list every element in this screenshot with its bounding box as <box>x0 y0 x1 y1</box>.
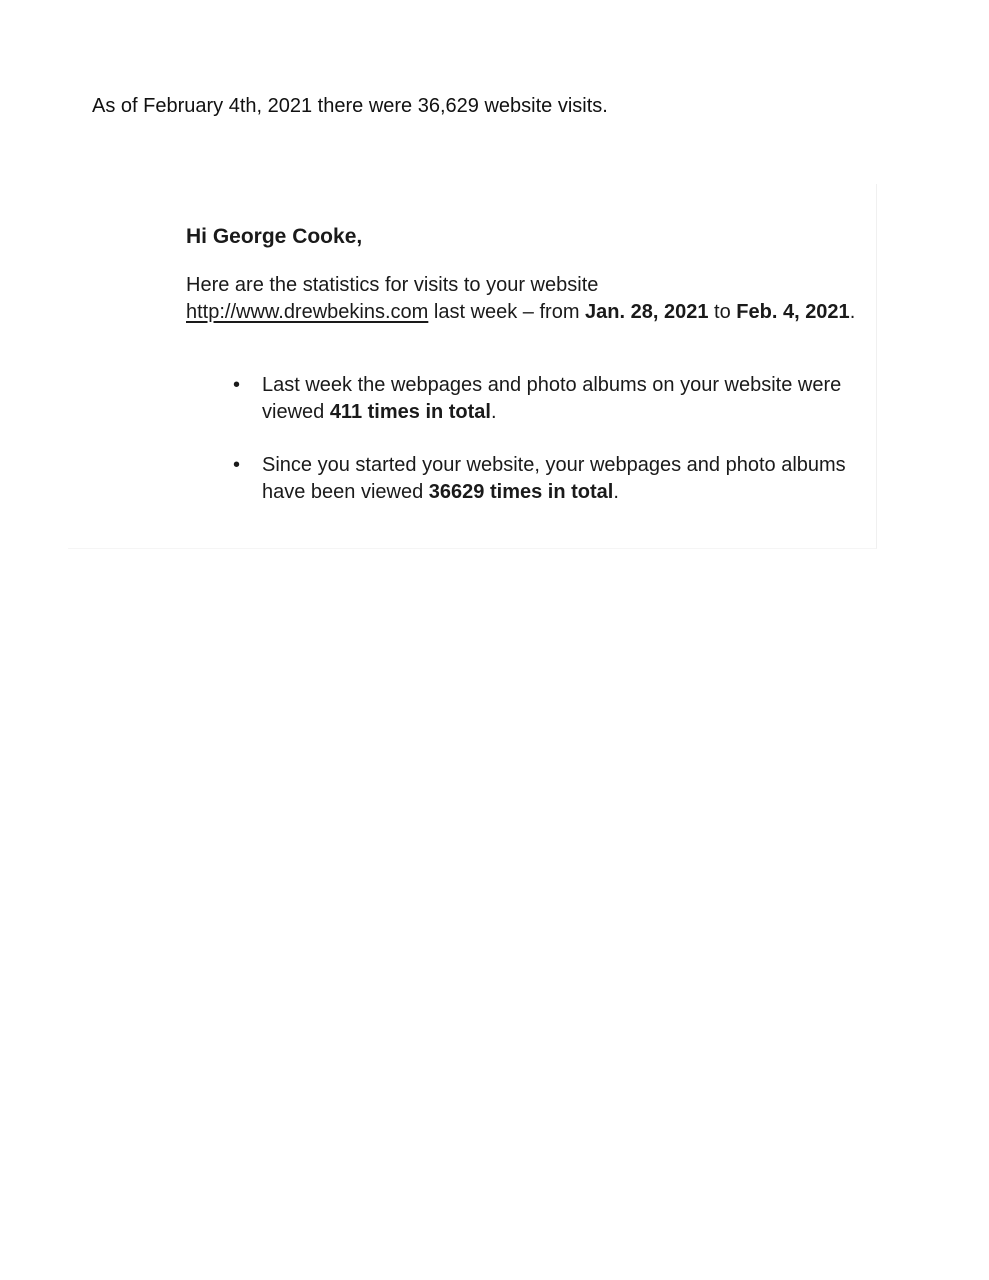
stats-paragraph <box>186 272 876 325</box>
bullet-end: . <box>490 400 497 423</box>
bullet-end: . <box>613 480 619 503</box>
stats-intro-text: Here are the statistics for visits to your website <box>186 274 599 296</box>
list-item <box>230 452 870 505</box>
list-item <box>230 372 870 425</box>
bullet-prefix: Since you started your website, your webpages and photo albums have been viewed <box>262 454 846 503</box>
website-link[interactable]: http://www.drewbekins.com <box>186 300 429 323</box>
view-count: 411 <box>329 400 363 423</box>
bullet-prefix: Last week the webpages and photo albums on your website were viewed <box>262 374 842 423</box>
email-greeting: Hi George Cooke, <box>186 225 363 248</box>
intro-text: As of February 4th, 2021 there were 36,629 website visits. <box>92 95 608 117</box>
bullet-icon: • <box>233 454 241 476</box>
start-date: Jan. 28, 2021 <box>585 300 709 323</box>
to-word: to <box>708 300 737 323</box>
bullet-suffix: times in total <box>484 480 614 503</box>
email-screenshot <box>68 184 877 549</box>
last-week-from-text: last week – from <box>428 300 586 323</box>
bullet-icon: • <box>233 374 241 396</box>
period: . <box>849 300 856 323</box>
stats-bullet-list <box>230 372 870 532</box>
view-count: 36629 <box>428 480 485 503</box>
bullet-suffix: times in total <box>362 400 491 423</box>
end-date: Feb. 4, 2021 <box>736 300 850 323</box>
